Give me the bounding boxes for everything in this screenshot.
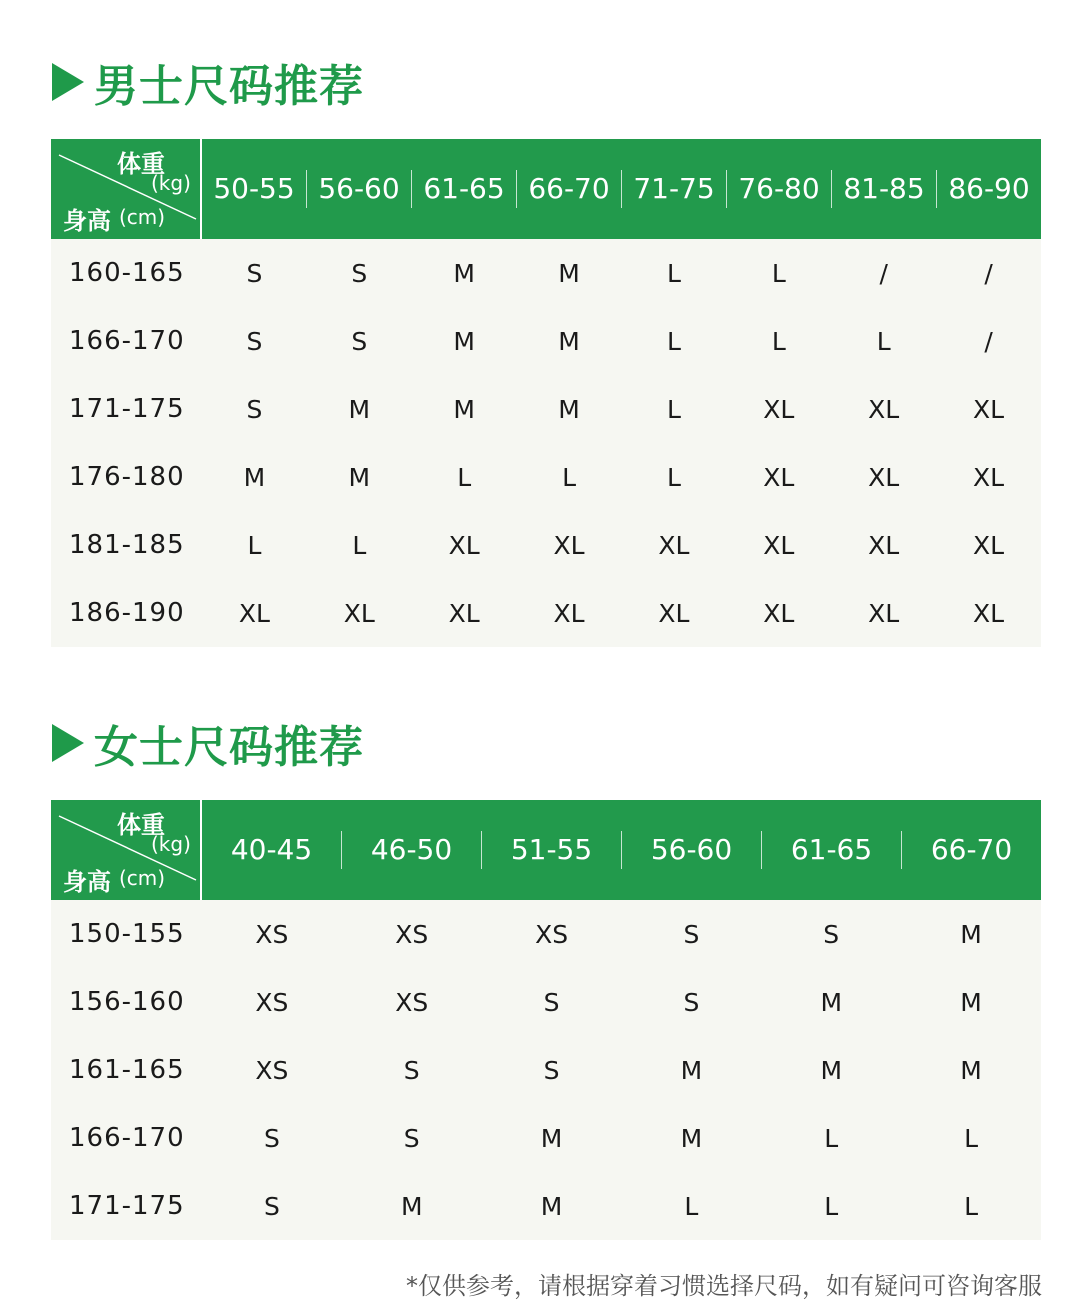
size-cell: S [823, 919, 840, 949]
size-cell: / [879, 258, 888, 288]
size-cell: XL [868, 598, 900, 628]
size-cell: M [348, 394, 371, 424]
size-cell: S [246, 258, 263, 288]
men-table-header [51, 139, 1041, 239]
men-section-title [52, 52, 364, 112]
size-cell: S [683, 919, 700, 949]
height-range-label: 176-180 [69, 462, 185, 492]
size-cell: XS [535, 919, 569, 949]
size-cell: XL [763, 530, 795, 560]
size-cell: XL [448, 530, 480, 560]
women-size-table [51, 800, 1041, 1240]
size-cell: XL [763, 598, 795, 628]
height-range-label: 186-190 [69, 598, 185, 628]
height-unit: (cm) [119, 205, 166, 229]
men-table-body [51, 239, 1041, 647]
men-weight-columns [202, 139, 1041, 239]
size-cell: L [876, 326, 891, 356]
weight-unit: (kg) [151, 832, 191, 856]
size-cell: L [824, 1191, 839, 1221]
size-cell: M [960, 919, 982, 949]
size-cell: XL [553, 530, 585, 560]
size-cell: XL [763, 394, 795, 424]
size-cell: XS [395, 919, 429, 949]
weight-label: 体重 [117, 811, 165, 839]
weight-column-header: 66-70 [901, 831, 1041, 869]
height-range-label: 166-170 [69, 326, 185, 356]
height-range-label: 156-160 [69, 987, 185, 1017]
size-cell: S [246, 326, 263, 356]
weight-column-header: 86-90 [936, 170, 1041, 208]
size-cell: M [540, 1191, 563, 1221]
height-range-label: 181-185 [69, 530, 185, 560]
size-cell: S [263, 1191, 280, 1221]
size-cell: XL [868, 462, 900, 492]
size-cell: L [247, 530, 262, 560]
height-unit: (cm) [119, 866, 166, 890]
weight-column-header: 71-75 [621, 170, 726, 208]
size-cell: XS [255, 987, 289, 1017]
size-cell: S [403, 1123, 420, 1153]
weight-column-header: 56-60 [306, 170, 411, 208]
size-cell: L [771, 258, 786, 288]
table-row [51, 443, 1041, 511]
men-size-table [51, 139, 1041, 647]
size-cell: M [680, 1123, 703, 1153]
size-cell: XL [553, 598, 585, 628]
size-cell: XL [658, 530, 690, 560]
size-cell: XL [763, 462, 795, 492]
table-row [51, 307, 1041, 375]
height-range-label: 166-170 [69, 1123, 185, 1153]
size-cell: M [400, 1191, 423, 1221]
weight-column-header: 61-65 [411, 170, 516, 208]
size-cell: S [543, 987, 560, 1017]
size-cell: M [558, 394, 580, 424]
size-cell: S [543, 1055, 560, 1085]
size-cell: XL [868, 394, 900, 424]
women-corner-cell [51, 800, 202, 900]
weight-column-header: 81-85 [831, 170, 936, 208]
size-cell: XS [395, 987, 429, 1017]
table-row [51, 968, 1041, 1036]
play-triangle-icon [52, 63, 84, 101]
size-cell: L [666, 258, 681, 288]
size-cell: XL [658, 598, 690, 628]
size-cell: S [403, 1055, 420, 1085]
size-cell: XS [255, 1055, 289, 1085]
weight-column-header: 51-55 [481, 831, 621, 869]
men-title-text: 男士尺码推荐 [94, 61, 364, 112]
weight-column-header: 50-55 [213, 172, 295, 205]
height-range-label: 150-155 [69, 919, 185, 949]
size-cell: M [558, 326, 580, 356]
table-row [51, 900, 1041, 968]
weight-column-header: 46-50 [341, 831, 481, 869]
weight-unit: (kg) [151, 171, 191, 195]
size-cell: M [540, 1123, 563, 1153]
size-cell: XL [973, 598, 1005, 628]
size-cell: S [351, 258, 368, 288]
size-cell: M [960, 1055, 982, 1085]
size-cell: S [263, 1123, 280, 1153]
size-cell: XS [255, 919, 289, 949]
table-row [51, 1036, 1041, 1104]
size-cell: XL [973, 530, 1005, 560]
size-cell: L [457, 462, 472, 492]
size-cell: L [666, 326, 681, 356]
table-row [51, 1104, 1041, 1172]
weight-column-header: 56-60 [621, 831, 761, 869]
weight-column-header: 76-80 [726, 170, 831, 208]
size-cell: L [352, 530, 367, 560]
size-cell: L [562, 462, 577, 492]
height-range-label: 160-165 [69, 258, 185, 288]
weight-column-header: 66-70 [516, 170, 621, 208]
size-cell: M [960, 987, 982, 1017]
height-label: 身高 [63, 868, 111, 896]
size-cell: L [771, 326, 786, 356]
table-row [51, 239, 1041, 307]
disclaimer-note: *仅供参考，请根据穿着习惯选择尺码，如有疑问可咨询客服 [406, 1272, 1042, 1300]
weight-column-header: 40-45 [230, 833, 313, 866]
size-cell: S [351, 326, 368, 356]
table-row [51, 579, 1041, 647]
size-cell: L [824, 1123, 839, 1153]
size-cell: M [820, 987, 843, 1017]
size-cell: XL [238, 598, 270, 628]
size-cell: S [683, 987, 700, 1017]
size-cell: L [666, 394, 681, 424]
size-cell: M [453, 394, 475, 424]
women-section-title [52, 713, 364, 773]
men-corner-cell [51, 139, 202, 239]
height-range-label: 171-175 [69, 1191, 185, 1221]
size-cell: M [453, 258, 475, 288]
size-cell: L [964, 1191, 979, 1221]
women-table-header [51, 800, 1041, 900]
size-cell: XL [973, 462, 1005, 492]
women-table-body [51, 900, 1041, 1240]
size-cell: L [666, 462, 681, 492]
height-range-label: 161-165 [69, 1055, 185, 1085]
height-label: 身高 [63, 207, 111, 235]
size-cell: M [558, 258, 580, 288]
play-triangle-icon [52, 724, 84, 762]
size-cell: L [964, 1123, 979, 1153]
size-cell: M [453, 326, 475, 356]
size-cell: / [984, 258, 993, 288]
women-title-text: 女士尺码推荐 [94, 722, 364, 773]
size-cell: XL [343, 598, 375, 628]
size-cell: M [348, 462, 371, 492]
women-weight-columns [202, 800, 1041, 900]
size-cell: XL [973, 394, 1005, 424]
size-cell: M [680, 1055, 703, 1085]
size-cell: / [984, 326, 993, 356]
weight-label: 体重 [117, 150, 165, 178]
size-cell: M [820, 1055, 843, 1085]
size-cell: S [246, 394, 263, 424]
height-range-label: 171-175 [69, 394, 185, 424]
weight-column-header: 61-65 [761, 831, 901, 869]
size-cell: M [243, 462, 266, 492]
table-row [51, 1172, 1041, 1240]
size-cell: XL [868, 530, 900, 560]
size-cell: XL [448, 598, 480, 628]
table-row [51, 511, 1041, 579]
table-row [51, 375, 1041, 443]
size-cell: L [684, 1191, 699, 1221]
